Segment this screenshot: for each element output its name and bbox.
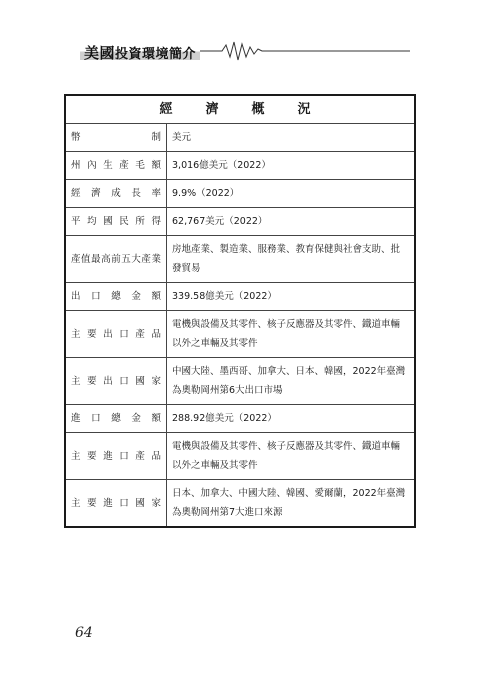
table-row	[65, 283, 415, 311]
header-decoration-line	[0, 36, 480, 66]
row-label: 平均國民所得	[65, 208, 167, 236]
row-value: 3,016億美元（2022）	[167, 152, 416, 180]
table-title: 經 濟 概 況	[65, 95, 415, 124]
row-label: 進口總金額	[65, 405, 167, 433]
row-value: 房地產業、製造業、服務業、教育保健與社會支助、批發貿易	[167, 236, 416, 283]
row-value: 電機與設備及其零件、核子反應器及其零件、鐵道車輛以外之車輛及其零件	[167, 311, 416, 358]
row-value: 288.92億美元（2022）	[167, 405, 416, 433]
table-row	[65, 358, 415, 405]
row-value: 中國大陸、墨西哥、加拿大、日本、韓國，2022年臺灣為奧勒岡州第6大出口市場	[167, 358, 416, 405]
row-label: 主要進口產品	[65, 433, 167, 480]
table-row	[65, 236, 415, 283]
row-label: 主要出口產品	[65, 311, 167, 358]
row-value: 美元	[167, 124, 416, 152]
header-title-main: 美國	[84, 44, 116, 62]
page-header	[0, 36, 480, 66]
row-value: 62,767美元（2022）	[167, 208, 416, 236]
row-label: 出口總金額	[65, 283, 167, 311]
row-label: 經濟成長率	[65, 180, 167, 208]
header-title	[80, 42, 200, 63]
row-value: 339.58億美元（2022）	[167, 283, 416, 311]
table-row	[65, 152, 415, 180]
economic-overview-table	[64, 94, 416, 528]
row-label: 產值最高前五大產業	[65, 236, 167, 283]
row-label: 主要出口國家	[65, 358, 167, 405]
table-row	[65, 180, 415, 208]
row-value: 9.9%（2022）	[167, 180, 416, 208]
header-title-sub: 投資環境簡介	[115, 47, 197, 62]
table-row	[65, 405, 415, 433]
page-number: 64	[75, 625, 93, 641]
row-label: 州內生產毛額	[65, 152, 167, 180]
table-title-row	[65, 95, 415, 124]
table-row	[65, 480, 415, 528]
table-row	[65, 311, 415, 358]
row-label: 主要進口國家	[65, 480, 167, 528]
row-value: 電機與設備及其零件、核子反應器及其零件、鐵道車輛以外之車輛及其零件	[167, 433, 416, 480]
row-label: 幣制	[65, 124, 167, 152]
table-row	[65, 124, 415, 152]
table-row	[65, 433, 415, 480]
table-row	[65, 208, 415, 236]
row-value: 日本、加拿大、中國大陸、韓國、愛爾蘭，2022年臺灣為奧勒岡州第7大進口來源	[167, 480, 416, 528]
